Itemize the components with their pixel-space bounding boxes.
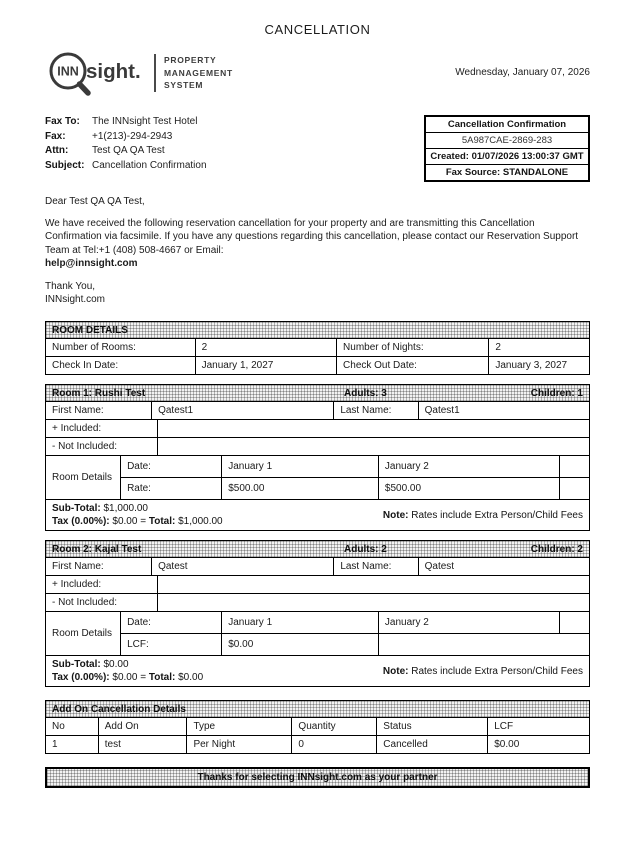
subtotal-value: $1,000.00 bbox=[103, 503, 148, 515]
fax-to-row bbox=[45, 115, 207, 130]
subject-row bbox=[45, 159, 207, 174]
footer-bar: Thanks for selecting INNsight.com as your partner bbox=[45, 767, 590, 788]
addons-header-text: Add On Cancellation Details bbox=[52, 703, 186, 715]
total-value: $1,000.00 bbox=[178, 516, 223, 528]
fax-to-label: Fax To: bbox=[45, 116, 80, 127]
included-label: + Included: bbox=[46, 576, 158, 594]
room-rate-table bbox=[45, 611, 590, 656]
tagline-line: PROPERTY bbox=[164, 54, 217, 65]
empty-cell bbox=[559, 612, 590, 634]
addon-type: Per Night bbox=[187, 736, 292, 754]
last-name-label: Last Name: bbox=[334, 402, 418, 420]
table-row bbox=[46, 612, 590, 634]
room-rate-table bbox=[45, 455, 590, 500]
table-row bbox=[46, 634, 590, 656]
table-row bbox=[46, 594, 590, 612]
date-value: January 2 bbox=[378, 612, 559, 634]
number-of-nights-label: Number of Nights: bbox=[337, 339, 489, 357]
included-table bbox=[45, 419, 590, 456]
room-title: Room 2: Kajal Test bbox=[52, 543, 142, 555]
room-title: Room 1: Rushi Test bbox=[52, 387, 146, 399]
tax-total-line bbox=[52, 671, 203, 684]
first-name-value: Qatest1 bbox=[152, 402, 334, 420]
rate-note bbox=[383, 665, 583, 678]
attn-label: Attn: bbox=[45, 145, 69, 156]
room-subtotal-strip bbox=[45, 499, 590, 531]
col-no: No bbox=[46, 718, 99, 736]
check-in-label: Check In Date: bbox=[46, 357, 196, 375]
date-value: January 1 bbox=[222, 612, 379, 634]
logo-circle-text: INN bbox=[57, 64, 79, 79]
empty-cell bbox=[559, 478, 590, 500]
subtotal-label: Sub-Total: bbox=[52, 659, 101, 671]
tax-label: Tax (0.00%): bbox=[52, 672, 110, 684]
number-of-rooms-label: Number of Rooms: bbox=[46, 339, 196, 357]
note-label: Note: bbox=[382, 665, 409, 677]
magnifier-icon bbox=[45, 48, 147, 98]
fax-number-value: +1(213)-294-2943 bbox=[92, 130, 173, 142]
guest-name-table bbox=[45, 401, 590, 420]
included-value bbox=[157, 420, 589, 438]
table-row bbox=[46, 576, 590, 594]
last-name-value: Qatest1 bbox=[418, 402, 589, 420]
addons-section bbox=[45, 700, 590, 754]
number-of-rooms-value: 2 bbox=[195, 339, 336, 357]
addon-quantity: 0 bbox=[292, 736, 377, 754]
rate-note bbox=[383, 509, 583, 522]
first-name-label: First Name: bbox=[46, 558, 152, 576]
number-of-nights-value: 2 bbox=[489, 339, 590, 357]
addons-table bbox=[45, 717, 590, 754]
date-label: Date: bbox=[121, 456, 222, 478]
table-row bbox=[46, 402, 590, 420]
table-row bbox=[46, 456, 590, 478]
table-row bbox=[46, 478, 590, 500]
subtotal-label: Sub-Total: bbox=[52, 503, 101, 515]
room-details-section bbox=[45, 321, 590, 375]
first-name-label: First Name: bbox=[46, 402, 152, 420]
col-add-on: Add On bbox=[98, 718, 187, 736]
table-row bbox=[46, 558, 590, 576]
logo-tagline bbox=[154, 54, 233, 92]
room-children: Children: 2 bbox=[530, 543, 583, 555]
fax-number-label: Fax: bbox=[45, 130, 66, 142]
note-label: Note: bbox=[382, 509, 409, 521]
not-included-value bbox=[157, 594, 589, 612]
subtotal-block bbox=[52, 502, 223, 528]
check-out-value: January 3, 2027 bbox=[489, 357, 590, 375]
addon-no: 1 bbox=[46, 736, 99, 754]
last-name-label: Last Name: bbox=[334, 558, 418, 576]
check-out-label: Check Out Date: bbox=[337, 357, 489, 375]
fax-number-row bbox=[45, 130, 207, 145]
subtotal-line bbox=[52, 658, 203, 671]
table-row bbox=[46, 339, 590, 357]
not-included-label: - Not Included: bbox=[46, 594, 158, 612]
subject-value: Cancellation Confirmation bbox=[92, 159, 207, 171]
empty-cell bbox=[559, 456, 590, 478]
not-included-value bbox=[157, 438, 589, 456]
col-lcf: LCF bbox=[488, 718, 590, 736]
letter-paragraph bbox=[45, 217, 590, 270]
page-title: CANCELLATION bbox=[264, 22, 371, 37]
total-label: Total: bbox=[148, 672, 176, 684]
included-table bbox=[45, 575, 590, 612]
fax-to-value: The INNsight Test Hotel bbox=[92, 116, 198, 127]
room-adults: Adults: 3 bbox=[344, 387, 387, 399]
tagline-line: SYSTEM bbox=[164, 80, 204, 91]
equals-sign: = bbox=[140, 516, 147, 528]
room-1-header-bar bbox=[45, 384, 590, 402]
table-row bbox=[46, 357, 590, 375]
room-details-label: Room Details bbox=[46, 612, 121, 656]
document-header bbox=[45, 48, 590, 102]
tax-value: $0.00 bbox=[112, 672, 138, 684]
confirmation-box bbox=[424, 115, 590, 182]
col-status: Status bbox=[377, 718, 488, 736]
tax-total-line bbox=[52, 515, 223, 528]
attn-row bbox=[45, 144, 207, 159]
first-name-value: Qatest bbox=[152, 558, 334, 576]
room-adults: Adults: 2 bbox=[344, 543, 387, 555]
logo-wordmark: sight. bbox=[86, 60, 141, 83]
room-details-header-text: ROOM DETAILS bbox=[52, 324, 128, 336]
lcf-label: LCF: bbox=[121, 634, 222, 656]
room-details-label: Room Details bbox=[46, 456, 121, 500]
rate-label: Rate: bbox=[121, 478, 222, 500]
rate-value: $500.00 bbox=[222, 478, 379, 500]
support-email: help@innsight.com bbox=[45, 257, 138, 269]
confirmation-code: 5A987CAE-2869-283 bbox=[425, 133, 589, 149]
addon-lcf: $0.00 bbox=[488, 736, 590, 754]
fax-info-block bbox=[45, 115, 207, 173]
col-type: Type bbox=[187, 718, 292, 736]
letter-salutation: Dear Test QA QA Test, bbox=[45, 196, 145, 207]
confirmation-created: Created: 01/07/2026 13:00:37 GMT bbox=[425, 149, 589, 165]
room-2-section bbox=[45, 540, 590, 687]
letter-body-block bbox=[45, 195, 590, 306]
tax-label: Tax (0.00%): bbox=[52, 516, 110, 528]
total-value: $0.00 bbox=[178, 672, 204, 684]
lcf-value: $0.00 bbox=[222, 634, 379, 656]
included-value bbox=[157, 576, 589, 594]
addon-row bbox=[46, 736, 590, 754]
room-details-header-bar bbox=[45, 321, 590, 339]
rate-value: $500.00 bbox=[378, 478, 559, 500]
subtotal-value: $0.00 bbox=[103, 659, 129, 671]
date-value: January 2 bbox=[378, 456, 559, 478]
innsight-logo bbox=[45, 48, 233, 98]
subtotal-line bbox=[52, 502, 223, 515]
tax-value: $0.00 bbox=[112, 516, 138, 528]
table-row bbox=[46, 420, 590, 438]
document-date: Wednesday, January 07, 2026 bbox=[455, 67, 590, 78]
table-row bbox=[46, 438, 590, 456]
note-text: Rates include Extra Person/Child Fees bbox=[411, 665, 583, 677]
lcf-value-empty bbox=[378, 634, 589, 656]
fax-header-row bbox=[45, 115, 590, 182]
letter-signature: INNsight.com bbox=[45, 294, 106, 306]
not-included-label: - Not Included: bbox=[46, 438, 158, 456]
guest-name-table bbox=[45, 557, 590, 576]
included-label: + Included: bbox=[46, 420, 158, 438]
date-value: January 1 bbox=[222, 456, 379, 478]
attn-value: Test QA QA Test bbox=[92, 145, 165, 156]
addons-header-bar bbox=[45, 700, 590, 718]
date-label: Date: bbox=[121, 612, 222, 634]
room-details-table bbox=[45, 338, 590, 375]
addons-header-row bbox=[46, 718, 590, 736]
col-quantity: Quantity bbox=[292, 718, 377, 736]
note-text: Rates include Extra Person/Child Fees bbox=[411, 509, 583, 521]
letter-body-text: We have received the following reservation cancellation for your property and are transmitting this Cancellation Confirmation via facsimile. If you have any questions regarding this cancellation, please contact our Reservation Support Team at Tel:+1 (408) 508-4667 or Email: bbox=[45, 218, 579, 256]
room-2-header-bar bbox=[45, 540, 590, 558]
confirmation-fax-source: Fax Source: STANDALONE bbox=[425, 165, 589, 182]
addon-status: Cancelled bbox=[377, 736, 488, 754]
tagline-line: MANAGEMENT bbox=[164, 67, 233, 78]
total-label: Total: bbox=[148, 516, 176, 528]
subtotal-block bbox=[52, 658, 203, 684]
subject-label: Subject: bbox=[45, 159, 85, 171]
room-subtotal-strip bbox=[45, 655, 590, 687]
room-children: Children: 1 bbox=[530, 387, 583, 399]
last-name-value: Qatest bbox=[418, 558, 589, 576]
room-1-section bbox=[45, 384, 590, 531]
confirmation-box-title: Cancellation Confirmation bbox=[425, 116, 589, 133]
check-in-value: January 1, 2027 bbox=[195, 357, 336, 375]
addon-name: test bbox=[98, 736, 187, 754]
letter-thanks: Thank You, bbox=[45, 280, 96, 292]
equals-sign: = bbox=[140, 672, 147, 684]
